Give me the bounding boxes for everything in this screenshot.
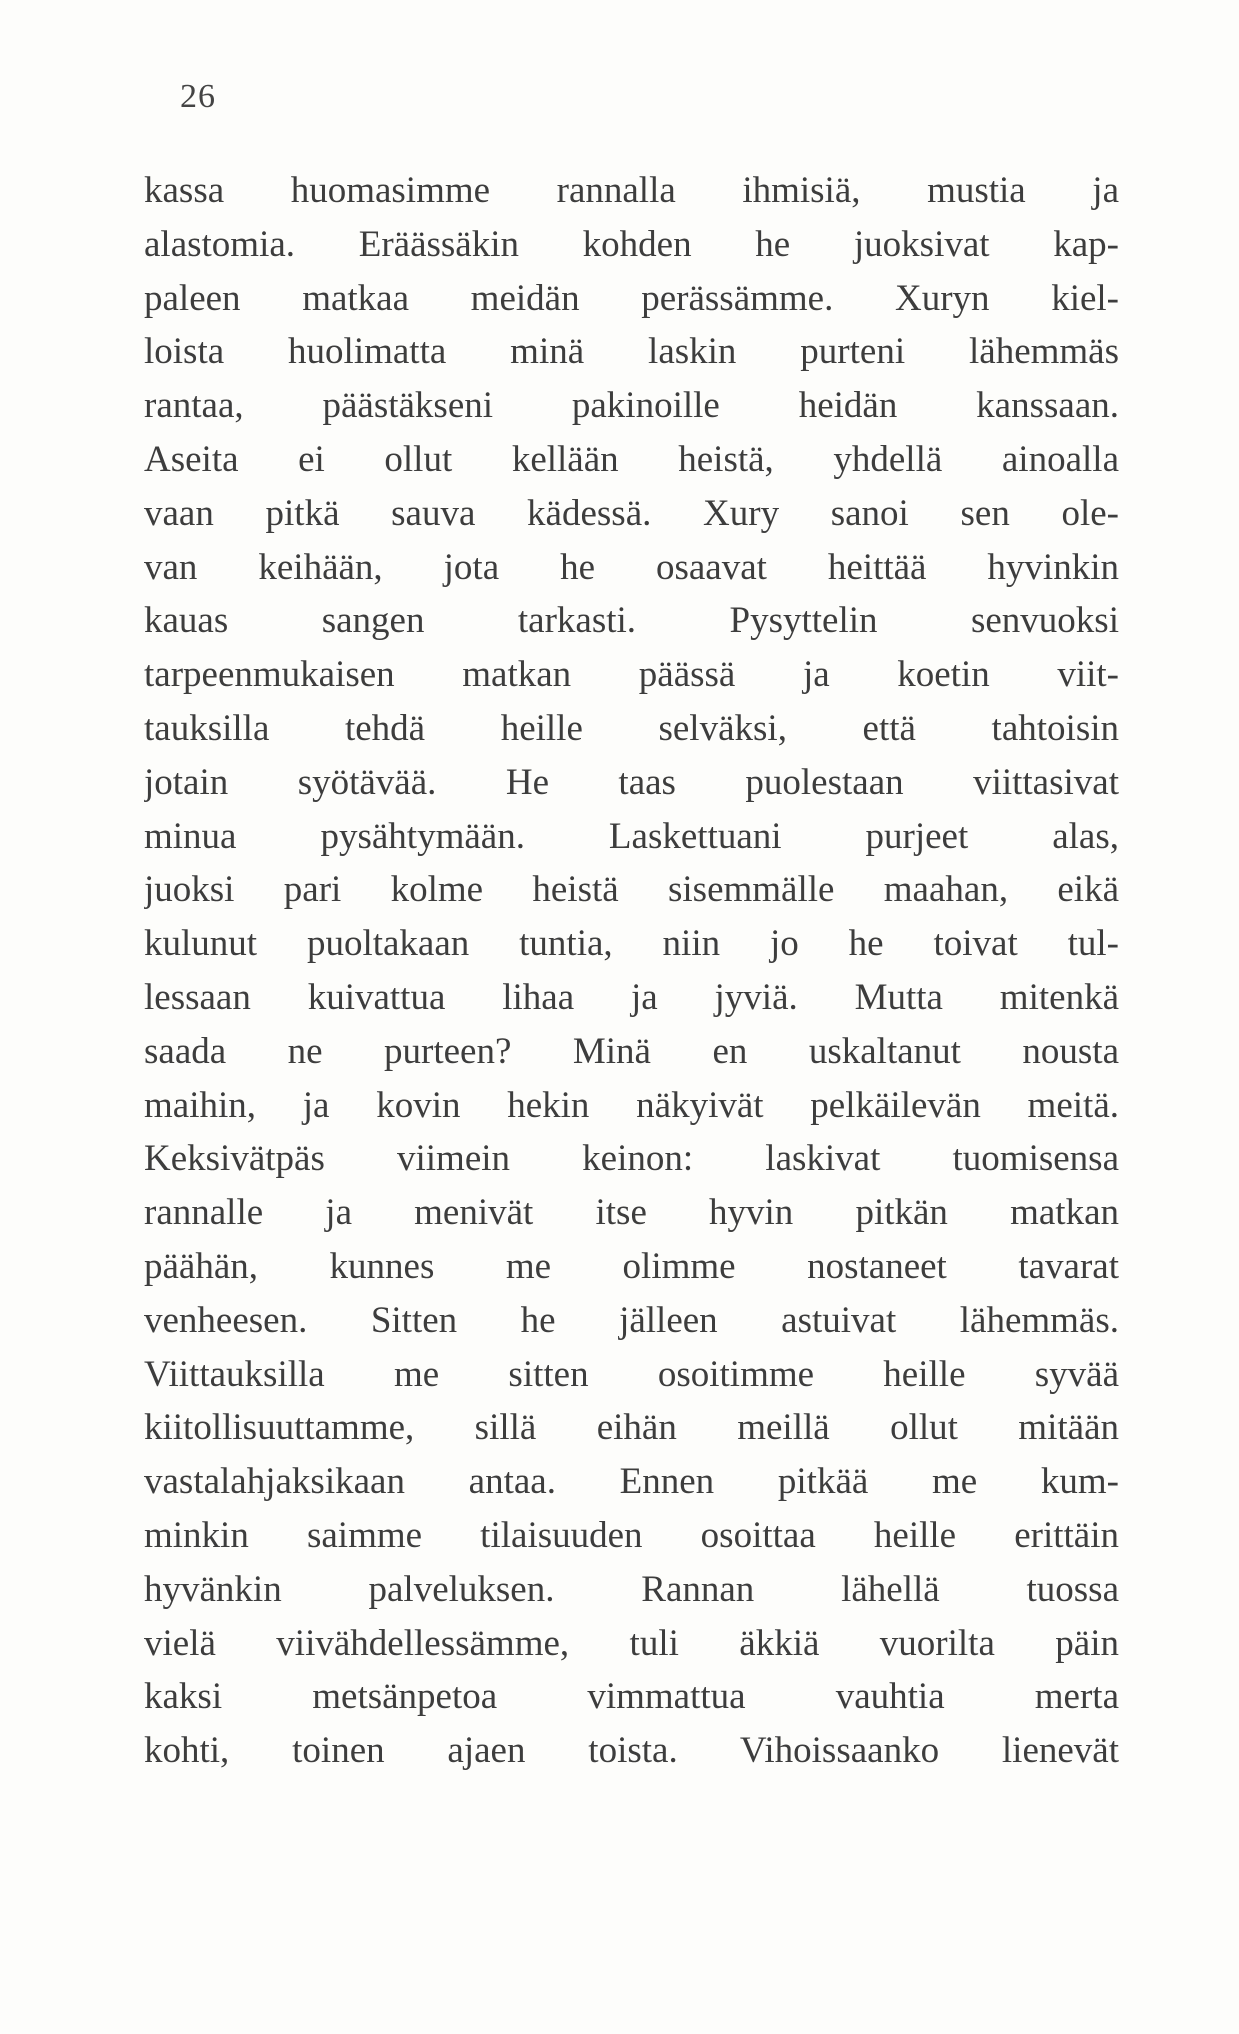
text-line: minkin saimme tilaisuuden osoittaa heille erittäin [144, 1514, 1119, 1556]
text-line: juoksi pari kolme heistä sisemmälle maahan, eikä [144, 869, 1119, 911]
text-line: paleen matkaa meidän perässämme. Xuryn kiel- [144, 277, 1119, 319]
body-text [144, 164, 1119, 1778]
text-line: kulunut puoltakaan tuntia, niin jo he toivat tul- [144, 923, 1119, 965]
text-line: päähän, kunnes me olimme nostaneet tavarat [144, 1245, 1119, 1287]
text-line: lessaan kuivattua lihaa ja jyviä. Mutta mitenkä [144, 976, 1119, 1018]
text-line: vielä viivähdellessämme, tuli äkkiä vuorilta päin [144, 1622, 1119, 1664]
text-line: kassa huomasimme rannalla ihmisiä, mustia ja [144, 170, 1119, 211]
text-line: venheesen. Sitten he jälleen astuivat lähemmäs. [144, 1299, 1119, 1341]
text-line: Keksivätpäs viimein keinon: laskivat tuomisensa [144, 1138, 1119, 1180]
text-line: jotain syötävää. He taas puolestaan viittasivat [144, 761, 1119, 803]
text-line: vastalahjaksikaan antaa. Ennen pitkää me kum- [144, 1461, 1119, 1503]
text-line: rannalle ja menivät itse hyvin pitkän matkan [144, 1192, 1119, 1234]
text-line: minua pysähtymään. Laskettuani purjeet alas, [144, 815, 1119, 857]
text-line: van keihään, jota he osaavat heittää hyvinkin [144, 546, 1119, 588]
text-line: tauksilla tehdä heille selväksi, että tahtoisin [144, 707, 1119, 749]
text-line: Viittauksilla me sitten osoitimme heille syvää [144, 1353, 1119, 1395]
text-line: loista huolimatta minä laskin purteni lähemmäs [144, 331, 1119, 373]
text-line: kaksi metsänpetoa vimmattua vauhtia merta [144, 1676, 1119, 1718]
text-line: hyvänkin palveluksen. Rannan lähellä tuossa [144, 1568, 1119, 1610]
text-line: tarpeenmukaisen matkan päässä ja koetin viit- [144, 654, 1119, 696]
text-line: saada ne purteen? Minä en uskaltanut nousta [144, 1030, 1119, 1072]
text-line: kiitollisuuttamme, sillä eihän meillä ollut mitään [144, 1407, 1119, 1449]
text-line: kauas sangen tarkasti. Pysyttelin senvuoksi [144, 600, 1119, 642]
text-line: rantaa, päästäkseni pakinoille heidän kanssaan. [144, 385, 1119, 427]
text-line: vaan pitkä sauva kädessä. Xury sanoi sen ole- [144, 492, 1119, 534]
text-line: maihin, ja kovin hekin näkyivät pelkäilevän meitä. [144, 1084, 1119, 1126]
page-number: 26 [180, 78, 216, 115]
text-line: kohti, toinen ajaen toista. Vihoissaanko lienevät [144, 1730, 1119, 1772]
text-line: alastomia. Eräässäkin kohden he juoksivat kap- [144, 223, 1119, 265]
text-line: Aseita ei ollut kellään heistä, yhdellä ainoalla [144, 438, 1119, 480]
